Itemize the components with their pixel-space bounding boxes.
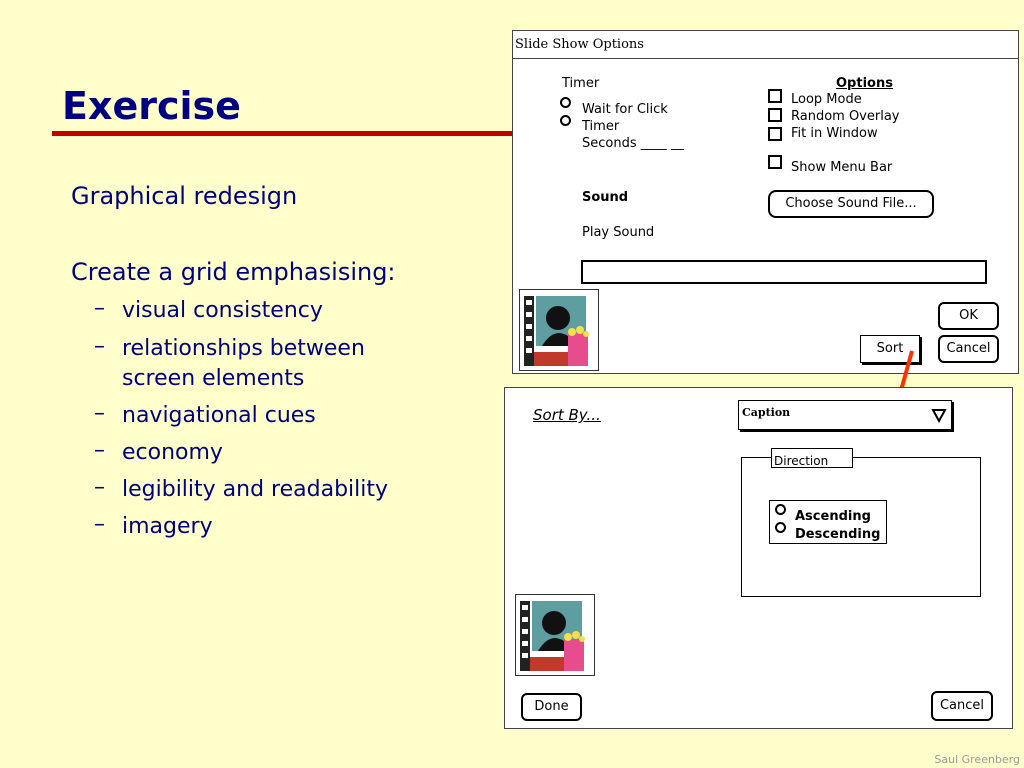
- dialog-title: Slide Show Options: [513, 31, 1018, 59]
- slide-title: Exercise: [62, 84, 241, 128]
- movie-clipart-icon: [516, 595, 594, 675]
- bullet-dash: –: [94, 438, 105, 463]
- sort-by-dialog: [504, 387, 1013, 729]
- show-menu-bar-label: Show Menu Bar: [791, 160, 893, 175]
- bullet-dash: –: [94, 401, 105, 426]
- show-menu-bar-checkbox[interactable]: [768, 155, 782, 169]
- ok-button[interactable]: OK: [938, 302, 999, 330]
- timer-label: Timer: [562, 76, 600, 91]
- sort-cancel-button[interactable]: Cancel: [931, 691, 993, 721]
- wait-for-click-radio[interactable]: [560, 97, 571, 108]
- fit-in-window-label: Fit in Window: [791, 126, 878, 141]
- bullet-text: relationships between: [122, 336, 365, 361]
- descending-label: Descending: [795, 527, 881, 542]
- slide-show-options-dialog: [512, 30, 1019, 374]
- intro-text: Create a grid emphasising:: [71, 258, 396, 286]
- wait-for-click-label: Wait for Click: [582, 102, 668, 117]
- slide-thumbnail: [519, 289, 599, 371]
- play-sound-label: Play Sound: [582, 225, 655, 240]
- options-header: Options: [836, 76, 893, 91]
- seconds-field[interactable]: Seconds ____ __: [582, 136, 684, 151]
- timer-option-label: Timer: [582, 119, 620, 134]
- slide-thumbnail: [515, 594, 595, 676]
- sound-header: Sound: [582, 190, 629, 205]
- bullet-dash: –: [94, 296, 105, 321]
- sort-button[interactable]: Sort: [860, 335, 920, 363]
- bullet-text: economy: [122, 440, 223, 465]
- footer-credit: Saul Greenberg: [934, 753, 1020, 766]
- bullet-dash: –: [94, 334, 105, 359]
- bullet-text: imagery: [122, 514, 213, 539]
- ascending-label: Ascending: [795, 509, 871, 524]
- subtitle: Graphical redesign: [71, 182, 298, 210]
- cancel-button[interactable]: Cancel: [938, 335, 999, 363]
- done-button[interactable]: Done: [521, 693, 582, 721]
- sort-by-heading: Sort By...: [533, 406, 601, 424]
- choose-sound-file-button[interactable]: Choose Sound File...: [768, 190, 934, 218]
- bullet-text: navigational cues: [122, 403, 316, 428]
- movie-clipart-icon: [520, 290, 598, 370]
- chevron-down-icon: [931, 407, 947, 423]
- bullet-text: legibility and readability: [122, 477, 389, 502]
- sound-file-input[interactable]: [581, 260, 987, 284]
- fit-in-window-checkbox[interactable]: [768, 127, 782, 141]
- loop-mode-checkbox[interactable]: [768, 89, 782, 103]
- direction-label: Direction: [771, 448, 853, 468]
- caption-dropdown[interactable]: [738, 400, 952, 430]
- random-overlay-label: Random Overlay: [791, 109, 900, 124]
- descending-radio[interactable]: [775, 522, 786, 533]
- bullet-dash: –: [94, 512, 105, 537]
- bullet-dash: –: [94, 475, 105, 500]
- loop-mode-label: Loop Mode: [791, 92, 862, 107]
- random-overlay-checkbox[interactable]: [768, 108, 782, 122]
- timer-radio[interactable]: [560, 115, 571, 126]
- ascending-radio[interactable]: [775, 504, 786, 515]
- bullet-text: visual consistency: [122, 298, 323, 323]
- title-rule: [52, 131, 522, 136]
- dropdown-value: Caption: [742, 406, 791, 419]
- bullet-text: screen elements: [122, 366, 305, 391]
